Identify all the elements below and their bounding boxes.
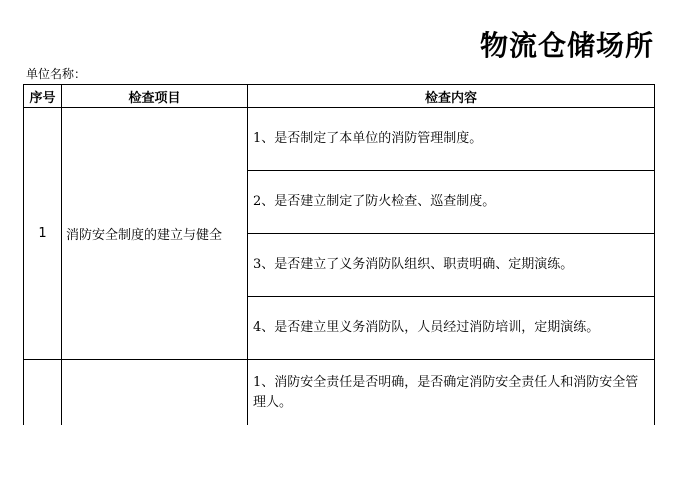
row-content: 4、是否建立里义务消防队，人员经过消防培训，定期演练。 [253,320,600,335]
row-item [62,360,247,425]
header-item: 检查项目 [128,90,181,106]
inspection-table [23,84,655,425]
row-seq: 1 [38,226,47,241]
row-item: 消防安全制度的建立与健全 [66,228,223,243]
row-content: 3、是否建立了义务消防队组织、职责明确、定期演练。 [253,257,574,272]
row-content: 1、消防安全责任是否明确，是否确定消防安全责任人和消防安全管理人。 [253,374,639,410]
row-content: 1、是否制定了本单位的消防管理制度。 [253,131,483,146]
row-content: 2、是否建立制定了防火检查、巡查制度。 [253,194,496,209]
table-border-right [654,84,655,425]
unit-name-label: 单位名称： [26,67,87,81]
header-seq: 序号 [29,90,56,106]
row-seq [24,360,61,425]
document-title: 物流仓储场所 [480,29,655,62]
header-content: 检查内容 [424,90,477,106]
